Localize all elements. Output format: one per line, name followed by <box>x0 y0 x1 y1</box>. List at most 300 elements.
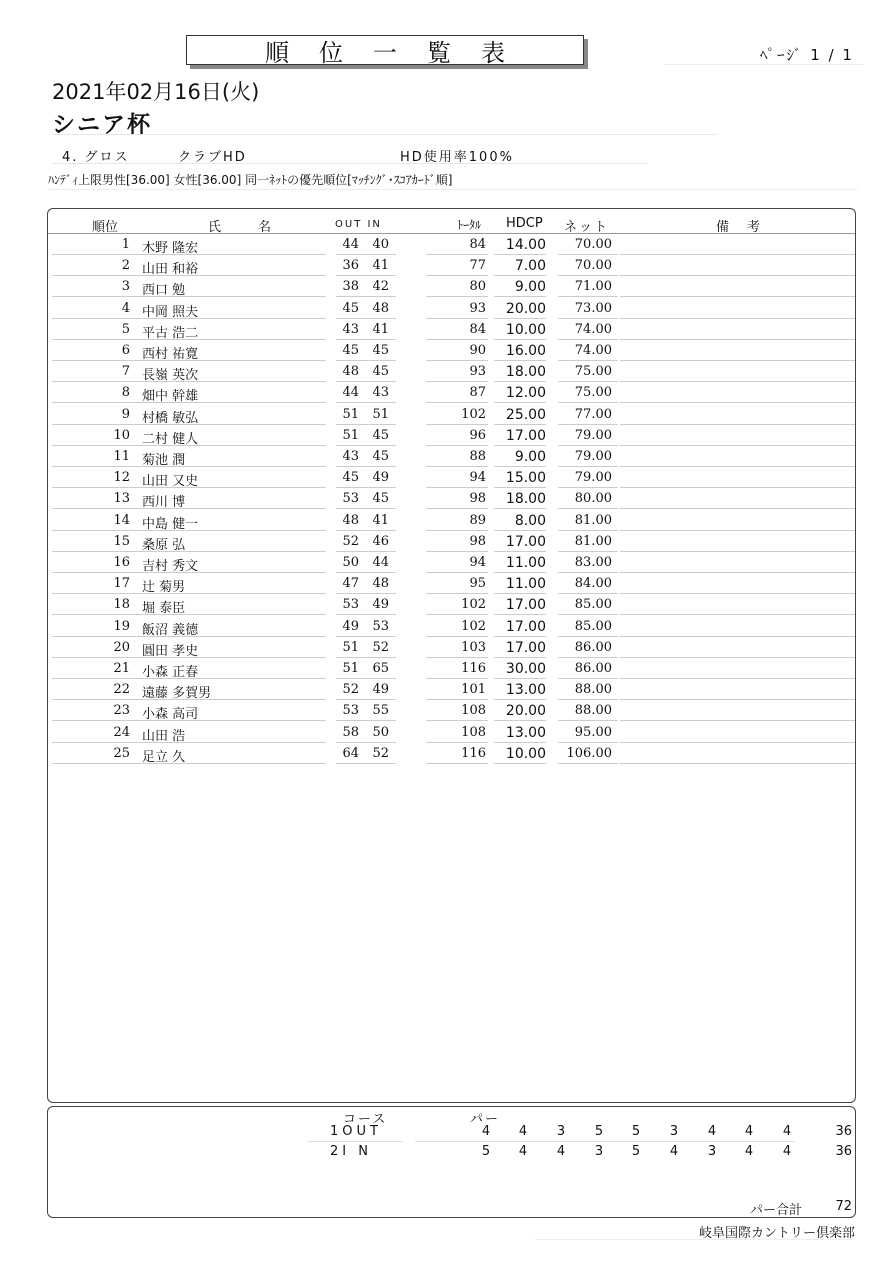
in-score-cell: 42 <box>372 279 389 295</box>
row-underline <box>52 508 326 509</box>
out-score-cell: 51 <box>342 661 359 676</box>
table-row <box>48 723 855 744</box>
row-underline <box>426 424 488 425</box>
row-underline <box>494 530 546 531</box>
par-value: 4 <box>518 1144 528 1159</box>
hdcp-cell: 14.00 <box>505 237 546 253</box>
name-cell: 遠藤 多賀男 <box>142 686 212 702</box>
in-score-cell: 41 <box>372 258 389 274</box>
row-underline <box>558 657 618 658</box>
row-underline <box>558 614 618 615</box>
row-underline <box>426 530 488 531</box>
out-score-cell: 43 <box>342 449 359 464</box>
out-score-cell: 44 <box>342 385 359 401</box>
net-cell: 88.00 <box>574 682 612 698</box>
par-value: 3 <box>556 1124 566 1139</box>
header-total: ﾄｰﾀﾙ <box>457 218 482 232</box>
name-cell: 山田 和裕 <box>142 262 199 278</box>
header-net: ネット <box>564 220 610 235</box>
row-underline <box>336 636 396 637</box>
row-underline <box>558 551 618 552</box>
hdcp-cell: 12.00 <box>505 385 546 402</box>
hdcp-cell: 18.00 <box>505 491 546 508</box>
par-value: 4 <box>556 1144 566 1159</box>
name-cell: 飯沼 義德 <box>142 622 199 638</box>
row-underline <box>426 296 488 297</box>
name-cell: 山田 又史 <box>142 474 199 490</box>
row-underline <box>620 466 855 467</box>
in-score-cell: 49 <box>372 597 389 613</box>
row-underline <box>558 424 618 425</box>
row-underline <box>52 530 326 531</box>
total-cell: 84 <box>469 321 486 337</box>
par-value: 4 <box>782 1124 792 1139</box>
out-score-cell: 38 <box>342 279 359 295</box>
table-row <box>48 595 855 616</box>
in-par-total: 36 <box>835 1144 852 1159</box>
row-underline <box>558 678 618 679</box>
header-out-in: OUT IN <box>335 219 382 230</box>
row-underline <box>426 572 488 573</box>
out-score-cell: 49 <box>342 618 359 634</box>
net-cell: 75.00 <box>574 364 612 380</box>
row-underline <box>558 296 618 297</box>
row-underline <box>620 318 855 319</box>
net-cell: 80.00 <box>574 491 612 507</box>
row-underline <box>426 318 488 319</box>
row-underline <box>558 466 618 467</box>
net-cell: 106.00 <box>566 745 612 761</box>
net-cell: 70.00 <box>574 237 612 252</box>
row-underline <box>336 763 396 764</box>
total-cell: 90 <box>469 343 486 358</box>
total-cell: 80 <box>469 279 486 295</box>
net-cell: 88.00 <box>574 703 612 719</box>
total-cell: 98 <box>469 533 486 549</box>
hdcp-cell: 17.00 <box>505 639 546 656</box>
header-hdcp: HDCP <box>506 216 543 231</box>
out-score-cell: 53 <box>342 703 359 719</box>
row-underline <box>336 487 396 488</box>
row-underline <box>620 742 855 743</box>
total-cell: 77 <box>469 258 486 274</box>
row-underline <box>336 572 396 573</box>
row-underline <box>52 763 326 764</box>
hdcp-cell: 10.00 <box>505 745 546 762</box>
net-cell: 71.00 <box>574 279 612 295</box>
rank-cell: 18 <box>113 597 130 613</box>
row-underline <box>426 699 488 700</box>
in-score-cell: 40 <box>372 237 389 252</box>
net-cell: 86.00 <box>574 661 612 676</box>
name-cell: 桑原 弘 <box>142 537 186 553</box>
total-cell: 103 <box>461 639 486 655</box>
name-cell: 辻 菊男 <box>142 580 186 596</box>
row-underline <box>52 551 326 552</box>
name-cell: 畑中 幹雄 <box>142 389 199 405</box>
table-row <box>48 489 855 510</box>
out-score-cell: 48 <box>342 364 359 380</box>
header-divider <box>48 233 855 234</box>
row-underline <box>494 360 546 361</box>
total-cell: 94 <box>469 470 486 486</box>
par-total-value: 72 <box>835 1199 852 1214</box>
row-underline <box>336 657 396 658</box>
rank-cell: 5 <box>121 321 130 337</box>
row-underline <box>558 742 618 743</box>
in-score-cell: 45 <box>372 364 389 380</box>
row-underline <box>494 593 546 594</box>
out-score-cell: 52 <box>342 682 359 698</box>
rank-cell: 23 <box>113 703 130 719</box>
row-underline <box>494 720 546 721</box>
row-underline <box>620 360 855 361</box>
rank-cell: 25 <box>113 745 130 761</box>
row-underline <box>620 254 855 255</box>
net-cell: 77.00 <box>574 406 612 422</box>
name-cell: 平古 浩二 <box>142 325 199 341</box>
row-underline <box>558 318 618 319</box>
name-cell: 西村 祐寛 <box>142 347 199 362</box>
out-score-cell: 52 <box>342 533 359 549</box>
row-underline <box>494 763 546 764</box>
hdcp-cell: 18.00 <box>505 364 546 381</box>
par-value: 3 <box>594 1144 604 1159</box>
in-score-cell: 55 <box>372 703 389 719</box>
name-cell: 村橋 敏弘 <box>142 410 199 426</box>
name-cell: 堀 泰臣 <box>142 601 186 617</box>
row-underline <box>52 742 326 743</box>
net-cell: 86.00 <box>574 639 612 655</box>
category-label: 4. グロス <box>62 150 130 165</box>
table-row <box>48 532 855 553</box>
row-underline <box>620 614 855 615</box>
row-underline <box>426 551 488 552</box>
row-underline <box>52 275 326 276</box>
net-cell: 85.00 <box>574 618 612 634</box>
rank-cell: 12 <box>113 470 130 486</box>
row-underline <box>494 636 546 637</box>
row-underline <box>426 360 488 361</box>
row-underline <box>494 402 546 403</box>
rank-cell: 1 <box>121 237 130 252</box>
hdcp-cell: 13.00 <box>505 682 546 699</box>
hdcp-cell: 8.00 <box>514 512 546 529</box>
row-underline <box>336 614 396 615</box>
row-underline <box>494 339 546 340</box>
row-underline <box>620 572 855 573</box>
row-underline <box>52 657 326 658</box>
hdcp-cell: 17.00 <box>505 427 546 444</box>
header-name-2: 名 <box>258 220 272 235</box>
row-underline <box>52 254 326 255</box>
row-underline <box>426 275 488 276</box>
rank-cell: 10 <box>113 427 130 443</box>
row-underline <box>558 593 618 594</box>
table-row <box>48 638 855 659</box>
divider <box>308 1141 403 1142</box>
name-cell: 西川 博 <box>142 495 186 511</box>
row-underline <box>336 742 396 743</box>
table-row <box>48 511 855 532</box>
name-cell: 吉村 秀文 <box>142 559 199 574</box>
row-underline <box>426 636 488 637</box>
net-cell: 81.00 <box>574 512 612 528</box>
total-cell: 87 <box>469 385 486 401</box>
in-score-cell: 49 <box>372 470 389 486</box>
table-row <box>48 362 855 383</box>
table-row <box>48 553 855 574</box>
par-value: 5 <box>594 1124 604 1139</box>
row-underline <box>426 445 488 446</box>
row-underline <box>558 636 618 637</box>
row-underline <box>620 445 855 446</box>
course-in-name: 2I N <box>330 1144 372 1159</box>
hdcp-cell: 17.00 <box>505 618 546 635</box>
name-cell: 小森 高司 <box>142 707 199 723</box>
row-underline <box>52 296 326 297</box>
hdcp-cell: 10.00 <box>505 321 546 338</box>
name-cell: 足立 久 <box>142 749 186 765</box>
row-underline <box>620 487 855 488</box>
divider <box>48 189 858 190</box>
row-underline <box>336 339 396 340</box>
rank-cell: 17 <box>113 576 130 592</box>
row-underline <box>426 614 488 615</box>
row-underline <box>558 572 618 573</box>
header-remarks-1: 備 <box>716 220 730 235</box>
row-underline <box>494 275 546 276</box>
table-row <box>48 617 855 638</box>
row-underline <box>494 254 546 255</box>
in-score-cell: 43 <box>372 385 389 401</box>
out-score-cell: 51 <box>342 406 359 422</box>
in-score-cell: 51 <box>372 406 389 422</box>
row-underline <box>336 593 396 594</box>
name-cell: 中岡 照夫 <box>142 304 199 320</box>
row-underline <box>620 275 855 276</box>
row-underline <box>494 445 546 446</box>
out-score-cell: 45 <box>342 343 359 358</box>
row-underline <box>426 339 488 340</box>
total-cell: 95 <box>469 576 486 592</box>
in-score-cell: 48 <box>372 576 389 592</box>
total-cell: 93 <box>469 364 486 380</box>
in-score-cell: 45 <box>372 449 389 464</box>
header-remarks-2: 考 <box>747 220 761 235</box>
row-underline <box>336 508 396 509</box>
row-underline <box>558 381 618 382</box>
row-underline <box>426 254 488 255</box>
total-cell: 116 <box>461 661 486 676</box>
row-underline <box>336 551 396 552</box>
out-score-cell: 43 <box>342 321 359 337</box>
row-underline <box>620 296 855 297</box>
par-value: 5 <box>481 1144 491 1159</box>
row-underline <box>558 275 618 276</box>
out-score-cell: 51 <box>342 427 359 443</box>
total-cell: 94 <box>469 555 486 570</box>
divider <box>52 134 717 135</box>
row-underline <box>52 593 326 594</box>
hdcp-cell: 9.00 <box>514 279 546 296</box>
row-underline <box>336 402 396 403</box>
in-score-cell: 48 <box>372 300 389 316</box>
name-cell: 山田 浩 <box>142 728 186 744</box>
out-score-cell: 50 <box>342 555 359 570</box>
in-score-cell: 50 <box>372 724 389 740</box>
hdcp-cell: 20.00 <box>505 300 546 317</box>
rank-cell: 9 <box>121 406 130 422</box>
table-row <box>48 405 855 426</box>
rank-cell: 15 <box>113 533 130 549</box>
net-cell: 79.00 <box>574 449 612 464</box>
row-underline <box>52 466 326 467</box>
out-score-cell: 53 <box>342 597 359 613</box>
row-underline <box>558 339 618 340</box>
net-cell: 74.00 <box>574 343 612 358</box>
total-cell: 101 <box>461 682 486 698</box>
out-score-cell: 47 <box>342 576 359 592</box>
out-score-cell: 51 <box>342 639 359 655</box>
row-underline <box>52 487 326 488</box>
course-par-table <box>47 1106 856 1218</box>
rank-cell: 3 <box>121 279 130 295</box>
out-par-total: 36 <box>835 1124 852 1139</box>
in-score-cell: 52 <box>372 745 389 761</box>
divider <box>415 1141 795 1142</box>
in-score-cell: 49 <box>372 682 389 698</box>
row-underline <box>52 720 326 721</box>
row-underline <box>494 699 546 700</box>
divider <box>535 1239 855 1240</box>
row-underline <box>52 339 326 340</box>
net-cell: 79.00 <box>574 470 612 486</box>
total-cell: 108 <box>461 724 486 740</box>
table-row <box>48 299 855 320</box>
row-underline <box>52 614 326 615</box>
row-underline <box>620 678 855 679</box>
row-underline <box>558 763 618 764</box>
handicap-conditions: ﾊﾝﾃﾞｨ上限男性[36.00] 女性[36.00] 同一ﾈｯﾄの優先順位[ﾏｯﾁﾝｸﾞ･ｽｺｱｶｰﾄﾞ順] <box>48 173 453 187</box>
hdcp-cell: 17.00 <box>505 533 546 550</box>
row-underline <box>336 424 396 425</box>
total-cell: 108 <box>461 703 486 719</box>
course-label: コース <box>343 1112 388 1127</box>
row-underline <box>426 763 488 764</box>
row-underline <box>52 699 326 700</box>
table-row <box>48 701 855 722</box>
row-underline <box>336 275 396 276</box>
out-score-cell: 58 <box>342 724 359 740</box>
row-underline <box>336 699 396 700</box>
table-row <box>48 659 855 680</box>
rank-cell: 24 <box>113 724 130 740</box>
in-score-cell: 46 <box>372 533 389 549</box>
hdcp-cell: 17.00 <box>505 597 546 614</box>
out-score-cell: 53 <box>342 491 359 507</box>
table-row <box>48 744 855 765</box>
row-underline <box>558 720 618 721</box>
name-cell: 長嶺 英次 <box>142 368 199 384</box>
row-underline <box>494 572 546 573</box>
club-name: 岐阜国際カントリー倶楽部 <box>698 1226 855 1241</box>
in-score-cell: 45 <box>372 491 389 507</box>
divider <box>52 163 648 164</box>
event-date: 2021年02月16日(火) <box>52 80 260 104</box>
row-underline <box>426 466 488 467</box>
out-score-cell: 45 <box>342 300 359 316</box>
course-out-name: 1OUT <box>330 1124 382 1139</box>
row-underline <box>52 402 326 403</box>
par-value: 5 <box>631 1124 641 1139</box>
row-underline <box>426 742 488 743</box>
table-row <box>48 383 855 404</box>
par-value: 3 <box>707 1144 717 1159</box>
total-cell: 88 <box>469 449 486 464</box>
row-underline <box>558 360 618 361</box>
row-underline <box>336 296 396 297</box>
total-cell: 98 <box>469 491 486 507</box>
hdcp-cell: 20.00 <box>505 703 546 720</box>
net-cell: 95.00 <box>574 724 612 740</box>
rank-cell: 7 <box>121 364 130 380</box>
row-underline <box>494 678 546 679</box>
par-value: 4 <box>707 1124 717 1139</box>
row-underline <box>494 657 546 658</box>
row-underline <box>52 678 326 679</box>
row-underline <box>336 530 396 531</box>
par-value: 4 <box>481 1124 491 1139</box>
table-row <box>48 680 855 701</box>
table-row <box>48 468 855 489</box>
out-score-cell: 45 <box>342 470 359 486</box>
row-underline <box>426 487 488 488</box>
row-underline <box>426 593 488 594</box>
row-underline <box>52 424 326 425</box>
table-row <box>48 574 855 595</box>
total-cell: 93 <box>469 300 486 316</box>
row-underline <box>426 508 488 509</box>
total-cell: 84 <box>469 237 486 252</box>
row-underline <box>426 402 488 403</box>
total-cell: 102 <box>461 618 486 634</box>
row-underline <box>52 636 326 637</box>
name-cell: 圓田 孝史 <box>142 643 199 659</box>
rank-cell: 8 <box>121 385 130 401</box>
par-value: 4 <box>669 1144 679 1159</box>
table-row <box>48 256 855 277</box>
par-value: 3 <box>669 1124 679 1139</box>
row-underline <box>426 678 488 679</box>
name-cell: 木野 隆宏 <box>142 241 199 256</box>
par-value: 5 <box>631 1144 641 1159</box>
row-underline <box>494 487 546 488</box>
total-cell: 96 <box>469 427 486 443</box>
rank-cell: 22 <box>113 682 130 698</box>
par-value: 4 <box>744 1124 754 1139</box>
net-cell: 83.00 <box>574 555 612 570</box>
row-underline <box>494 424 546 425</box>
in-score-cell: 45 <box>372 343 389 358</box>
rank-cell: 20 <box>113 639 130 655</box>
divider <box>664 64 864 65</box>
net-cell: 81.00 <box>574 533 612 549</box>
row-underline <box>620 636 855 637</box>
row-underline <box>494 614 546 615</box>
row-underline <box>426 720 488 721</box>
row-underline <box>426 381 488 382</box>
